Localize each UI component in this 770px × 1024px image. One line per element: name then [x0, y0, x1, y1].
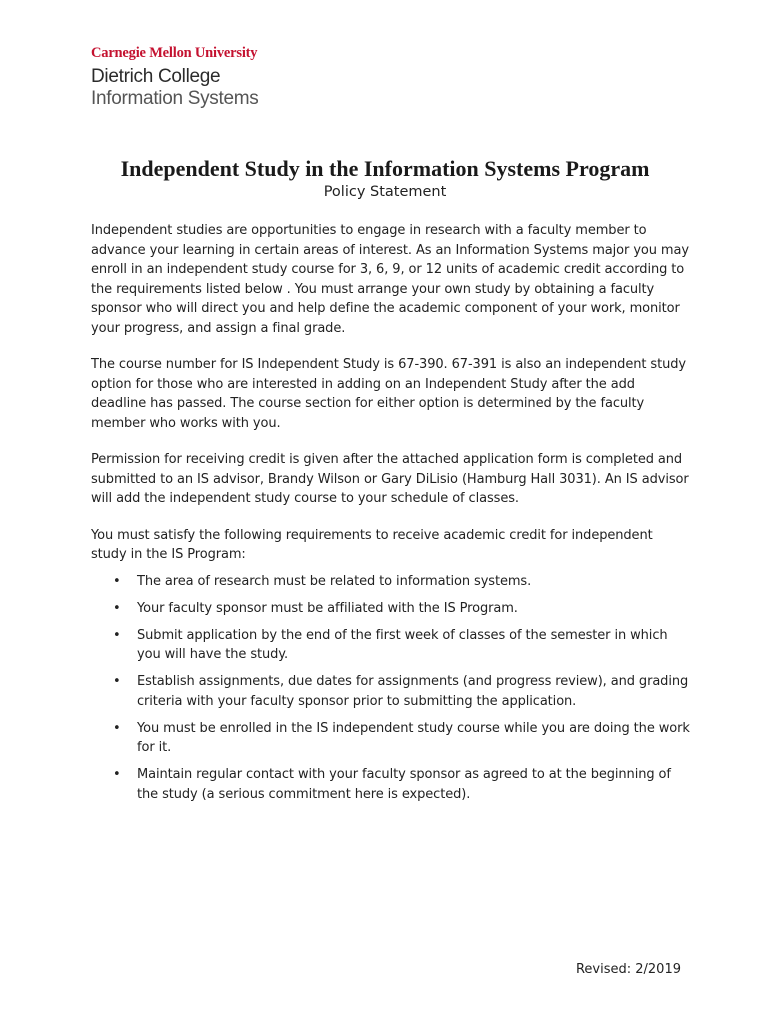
bullet-icon: •	[113, 627, 121, 643]
bullet-icon: •	[113, 767, 121, 782]
paragraph-intro: Independent studies are opportunities to engage in research with a faculty member to advance your learning in certain areas of interest. As an Information Systems major you may enroll in an independent study course for 3, 6, 9, or 12 units of academic credit according to the requirements listed below . You must arrange your own study by obtaining a faculty sponsor who will direct you and help define the academic component of your work, monitor your progress, and assign a final grade.	[91, 223, 689, 336]
logo-department-name: Information Systems	[91, 88, 259, 109]
requirement-text: Establish assignments, due dates for assignments (and progress review), and grading criteria with your faculty sponsor prior to submitting the application.	[137, 674, 689, 709]
document-title: Independent Study in the Information Systems Program	[120, 156, 650, 181]
bullet-icon: •	[113, 674, 121, 689]
list-item	[91, 599, 691, 619]
requirement-text: The area of research must be related to information systems.	[137, 573, 532, 589]
list-item	[91, 719, 691, 758]
logo-university-name: Carnegie Mellon University	[91, 45, 258, 61]
bullet-icon: •	[113, 600, 121, 616]
list-item	[91, 626, 691, 665]
list-item	[91, 672, 691, 711]
bullet-icon: •	[113, 573, 121, 589]
requirements-list	[91, 572, 691, 805]
requirement-text: Maintain regular contact with your faculty sponsor as agreed to at the beginning of the study (a serious commitment here is expected).	[137, 767, 671, 802]
logo-college-name: Dietrich College	[91, 66, 221, 87]
bullet-icon: •	[113, 720, 121, 736]
requirement-text: You must be enrolled in the IS independent study course while you are doing the work for it.	[137, 720, 690, 755]
document-body	[91, 221, 691, 812]
college-logo	[91, 44, 258, 110]
paragraph-requirements-intro: You must satisfy the following requirements to receive academic credit for independent study in the IS Program:	[91, 527, 653, 562]
document-subtitle: Policy Statement	[323, 184, 447, 200]
paragraph-course-number: The course number for IS Independent Study is 67-390. 67-391 is also an independent study option for those who are interested in adding on an Independent Study after the add deadline has passed. The course section for either option is determined by the faculty member who works with you.	[91, 357, 686, 431]
requirement-text: Your faculty sponsor must be affiliated with the IS Program.	[137, 600, 518, 616]
list-item	[91, 765, 691, 804]
paragraph-permission: Permission for receiving credit is given after the attached application form is completed and submitted to an IS advisor, Brandy Wilson or Gary DiLisio (Hamburg Hall 3031). An IS advisor will add the independent study course to your schedule of classes.	[91, 452, 689, 506]
revision-date: Revised: 2/2019	[575, 962, 681, 977]
list-item	[91, 572, 691, 592]
requirement-text: Submit application by the end of the first week of classes of the semester in which you will have the study.	[137, 627, 668, 662]
